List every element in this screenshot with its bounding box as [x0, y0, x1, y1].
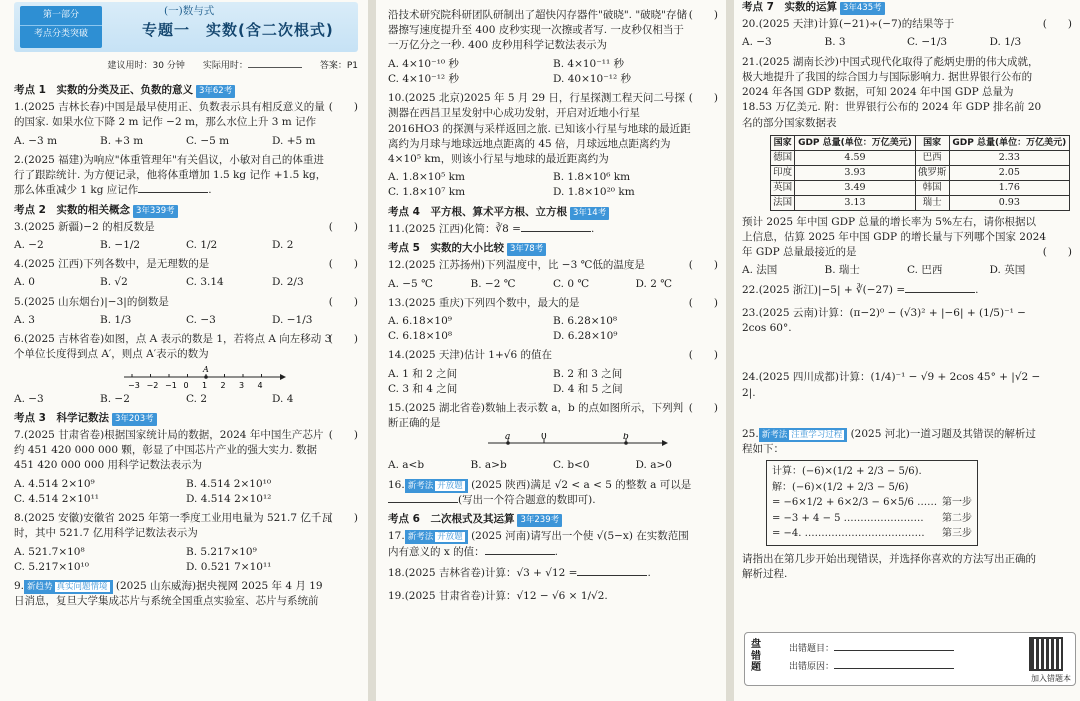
section-title: 考点 1 实数的分类及正、负数的意义 3年62考: [14, 83, 358, 98]
exam-count-badge: 3年435考: [840, 2, 885, 15]
tick-label: −3: [128, 380, 140, 390]
options: A. −3 B. 3 C. −1/3 D. 1/3: [742, 36, 1022, 49]
options: A. a<b B. a>b C. b<0 D. a>0: [388, 459, 672, 472]
question-tag: 新考法 开放题: [405, 530, 468, 544]
chapter-subtitle: (一)数与式: [164, 5, 215, 17]
options: A. 0 B. √2 C. 3.14 D. 2/3: [14, 276, 304, 289]
suggested-time: 建议用时：30 分钟: [107, 61, 185, 71]
error-review-box: [744, 632, 1076, 686]
section-title: 考点 3 科学记数法 3年203考: [14, 411, 358, 426]
question-3: 3.(2025 新疆)−2 的相反数是 ( ): [14, 220, 358, 233]
question-9-continued: 沿技术研究院科研团队研制出了超快闪存器件"破晓". "破晓"存储器擦写速度提升至 400 皮秒实现一次擦或者写. 一皮秒仅相当于一万亿分之一秒. 400 皮秒用科学记数法表示为 ( ): [388, 9, 718, 52]
table-row: 法国 3.13 瑞士 0.93: [771, 195, 1070, 210]
exam-count-badge: 3年14考: [570, 207, 609, 220]
section-title: 考点 6 二次根式及其运算 3年239考: [388, 512, 718, 527]
solution-line: 计算：(−6)×(1/2 + 2/3 − 5/6).: [772, 466, 922, 478]
question-14: 14.(2025 天津)估计 1+√6 的值在 ( ): [388, 349, 718, 362]
options: A. 3 B. 1/3 C. −3 D. −1/3: [14, 313, 313, 326]
answer-blank[interactable]: [138, 192, 208, 193]
question-9: 9. 新趋势 真实问题情境 (2025 山东威海)据央视网 2025 年 4 月 19 日消息，复旦大学集成芯片与系统全国重点实验室、芯片与系统前: [14, 579, 323, 608]
tick-label: 4: [257, 380, 263, 390]
question-25-ask: 请指出在第几步开始出现错误，并选择你喜欢的方法写出正确的解析过程.: [742, 552, 1036, 580]
question-24: 24.(2025 四川成都)计算：(1/4)⁻¹ − √9 + 2cos 45° + |√2 − 2|.: [742, 371, 1041, 399]
options: A. 4.514 2×10⁹ B. 4.514 2×10¹⁰ C. 4.514 2×10¹¹ D. 4.514 2×10¹²: [14, 477, 272, 505]
answer-blank[interactable]: [521, 231, 591, 232]
table-row: 印度 3.93 俄罗斯 2.05: [771, 165, 1070, 180]
table-row: 英国 3.49 韩国 1.76: [771, 180, 1070, 195]
options: A. −5 ℃ B. −2 ℃ C. 0 ℃ D. 2 ℃: [388, 277, 672, 290]
answer-blank[interactable]: [388, 502, 458, 503]
table-header-row: 国家 GDP 总量(单位：万亿美元) 国家 GDP 总量(单位：万亿美元): [771, 135, 1070, 150]
solution-line: = −3 + 4 − 5 …………………… 第二步: [772, 512, 972, 524]
qr-caption: 加入错题本: [1031, 674, 1071, 683]
question-15: 15.(2025 湖北省卷)数轴上表示数 a，b 的点如图所示，下列判断正确的是 ( ): [388, 402, 718, 430]
page-middle: [376, 0, 726, 701]
question-tag: 新考法 开放题: [405, 479, 468, 493]
question-16: 16. 新考法 开放题 (2025 陕西)满足 √2 < a < 5 的整数 a 可以是(写出一个符合题意的数即可).: [388, 478, 692, 506]
solution-line: = −6×1/2 + 6×2/3 − 6×5/6 …… 第一步: [772, 497, 972, 509]
exam-count-badge: 3年62考: [196, 85, 235, 98]
question-21: 21.(2025 湖南长沙)中国式现代化取得了彪炳史册的伟大成就，极大地提升了我国的综合国力与国际影响力. 据世界银行公布的 2024 年各国 GDP 数据，可知 2024 年中国 GDP 总量为 18.53 万亿美元. 附：世界银行公布的 2024 年 GDP 排名前 20 名的部分国家数据表: [742, 55, 1042, 129]
topic-header: [14, 2, 358, 52]
page-left: [0, 0, 368, 701]
tick-label: −2: [146, 380, 159, 390]
page-gutter: [368, 0, 376, 701]
question-7: 7.(2025 甘肃省卷)根据国家统计局的数据，2024 年中国生产芯片约 451 420 000 000 颗，彰显了中国芯片产业的强大实力. 数据 451 420 000 000 用科学记数法表示为 ( ): [14, 428, 358, 472]
options: A. 521.7×10⁸ B. 5.217×10⁹ C. 5.217×10¹⁰ D. 0.521 7×10¹¹: [14, 545, 272, 573]
wrong-reason-field[interactable]: 出错原因：: [789, 661, 954, 674]
ab-number-line: [488, 433, 668, 455]
question-12: 12.(2025 江苏扬州)下列温度中，比 −3 ℃低的温度是 ( ): [388, 259, 718, 272]
question-23: 23.(2025 云南)计算：(π−2)⁰ − (√3)² + |−6| + (1/5)⁻¹ − 2cos 60°.: [742, 306, 1026, 335]
origin-label: 0: [541, 433, 547, 443]
question-4: 4.(2025 江西)下列各数中，是无理数的是 ( ): [14, 258, 358, 271]
part-sublabel: 考点分类突破: [20, 25, 102, 41]
answer-blank[interactable]: [485, 554, 555, 555]
axis-figure: [488, 433, 718, 455]
question-18: 18.(2025 吉林省卷)计算：√3 + √12 = .: [388, 566, 651, 579]
point-a-label: A: [203, 364, 209, 374]
gdp-table: [770, 135, 1070, 211]
exam-count-badge: 3年239考: [517, 514, 562, 527]
point-a: [204, 375, 208, 379]
question-10: 10.(2025 北京)2025 年 5 月 29 日，行星探测工程天问二号探测器在西昌卫星发射中心成功发射，开启对近地小行星 2016HO3 的探测与采样返回之旅. 已知该小行星与地球的最近距离约为月球与地球远地点距离的 45 倍，月球远地点距离约为 4×10⁵ km，则该小行星与地球的最近距离约为 ( ): [388, 92, 718, 165]
part-label: 第一部分: [42, 10, 79, 20]
time-meta: [14, 60, 358, 73]
question-21-ask: 预计 2025 年中国 GDP 总量的增长率为 5%左右，请你根据以上信息，估算 2025 年中国 GDP 的增长量与下列哪个国家 2024 年 GDP 总量最接近的是 ( ): [742, 215, 1072, 259]
page-gutter: [726, 0, 734, 701]
qr-code-icon[interactable]: [1029, 637, 1063, 671]
part-tag: [20, 6, 102, 48]
wrong-solution-box: [766, 460, 978, 546]
answer-blank[interactable]: [905, 292, 975, 293]
options: A. 1 和 2 之间 B. 2 和 3 之间 C. 3 和 4 之间 D. 4 和 5 之间: [388, 367, 623, 395]
answer-ref: 答案：P1: [319, 61, 358, 71]
table-row: 德国 4.59 巴西 2.33: [771, 150, 1070, 165]
question-11: 11.(2025 江西)化简：∛8 = .: [388, 222, 595, 235]
error-review-label: 盘错题: [751, 639, 761, 673]
options: A. −3 m B. +3 m C. −5 m D. +5 m: [14, 134, 316, 147]
options: A. −3 B. −2 C. 2 D. 4: [14, 392, 294, 405]
options: A. 6.18×10⁹ B. 6.28×10⁸ C. 6.18×10⁸ D. 6.28×10⁹: [388, 314, 618, 343]
question-13: 13.(2025 重庆)下列四个数中，最大的是 ( ): [388, 296, 718, 309]
tick-label: 1: [202, 380, 208, 390]
tick-label: 3: [239, 380, 245, 390]
exam-count-badge: 3年78考: [507, 243, 546, 256]
question-6: 6.(2025 吉林省卷)如图，点 A 表示的数是 1，若将点 A 向左移动 3 个单位长度得到点 A′，则点 A′表示的数为 ( ): [14, 333, 358, 361]
options: A. 法国 B. 瑞士 C. 巴西 D. 英国: [742, 264, 1026, 277]
tick-label: 0: [183, 380, 189, 390]
point-b-label: b: [623, 433, 629, 443]
question-19: 19.(2025 甘肃省卷)计算：√12 − √6 × 1/√2.: [388, 590, 608, 602]
answer-blank[interactable]: [577, 575, 647, 576]
number-line: [124, 365, 284, 389]
question-5: 5.(2025 山东烟台)|−3|的倒数是 ( ): [14, 295, 358, 308]
section-title: 考点 2 实数的相关概念 3年339考: [14, 203, 358, 218]
tick-label: 2: [220, 380, 226, 390]
question-22: 22.(2025 浙江)|−5| + ∛(−27) = .: [742, 283, 979, 296]
exam-count-badge: 3年339考: [133, 205, 178, 218]
solution-line: 解：(−6)×(1/2 + 2/3 − 5/6): [772, 481, 909, 493]
question-tag: 新趋势 真实问题情境: [24, 580, 113, 594]
question-25: 25. 新考法 注重学习过程 (2025 河北)一道习题及其错误的解析过程如下：: [742, 427, 1036, 455]
question-17: 17. 新考法 开放题 (2025 河南)请写出一个使 √(5−x) 在实数范围内有意义的 x 的值： .: [388, 530, 689, 558]
section-title: 考点 4 平方根、算术平方根、立方根 3年14考: [388, 205, 718, 220]
point-a-label: a: [505, 433, 511, 443]
question-8: 8.(2025 安徽)安徽省 2025 年第一季度工业用电量为 521.7 亿千瓦时，其中 521.7 亿用科学记数法表示为 ( ): [14, 512, 358, 540]
wrong-question-field[interactable]: 出错题目：: [789, 643, 954, 656]
number-line-figure: [124, 365, 284, 389]
options: A. −2 B. −1/2 C. 1/2 D. 2: [14, 239, 294, 252]
section-title: 考点 5 实数的大小比较 3年78考: [388, 241, 718, 256]
solution-line: = −4. ……………………………… 第三步: [772, 528, 972, 540]
question-1: 1.(2025 吉林长春)中国是最早使用正、负数表示具有相反意义的量的国家. 如果水位下降 2 m 记作 −2 m，那么水位上升 3 m 记作 ( ): [14, 101, 358, 129]
options: A. 1.8×10⁵ km B. 1.8×10⁶ km C. 1.8×10⁷ km D. 1.8×10²⁰ km: [388, 171, 635, 199]
question-20: 20.(2025 天津)计算(−21)÷(−7)的结果等于 ( ): [742, 18, 1072, 31]
section-title: 考点 7 实数的运算 3年435考: [742, 0, 1072, 15]
options: A. 4×10⁻¹⁰ 秒 B. 4×10⁻¹¹ 秒 C. 4×10⁻¹² 秒 D. 40×10⁻¹² 秒: [388, 57, 632, 85]
question-2: 2.(2025 福建)为响应"体重管理年"有关倡议，小敏对自己的体重进行了跟踪统计. 为方便记录，他将体重增加 1.5 kg 记作 +1.5 kg，那么体重减少 1 kg 应记作 .: [14, 153, 327, 197]
page-title: 专题一 实数(含二次根式): [142, 21, 334, 39]
tick-label: −1: [165, 380, 177, 390]
question-tag: 新考法 注重学习过程: [759, 428, 848, 442]
exam-count-badge: 3年203考: [112, 413, 157, 426]
actual-time: 实际用时：: [203, 60, 302, 73]
page-right: [734, 0, 1080, 701]
